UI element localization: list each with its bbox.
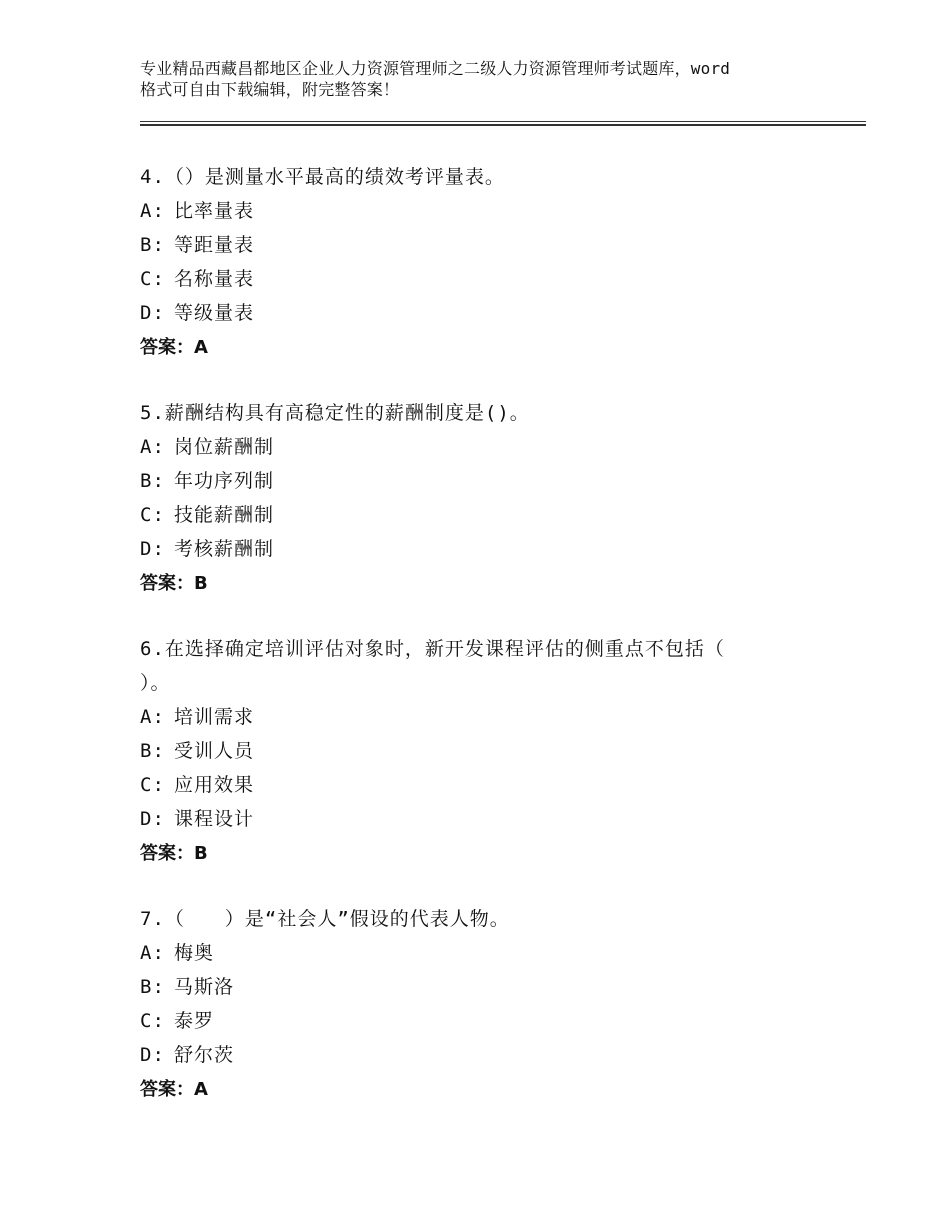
option-c <box>140 262 860 296</box>
option-text: 培训需求 <box>174 706 255 728</box>
option-key: C: <box>140 1010 165 1032</box>
option-c <box>140 498 860 532</box>
answer-label: 答案： <box>140 573 194 594</box>
option-text: 应用效果 <box>174 774 255 796</box>
option-key: C: <box>140 268 165 290</box>
question-text: 4.（）是测量水平最高的绩效考评量表。 <box>140 166 505 188</box>
option-text: 马斯洛 <box>174 976 235 998</box>
answer-value: B <box>194 843 208 864</box>
option-key: D: <box>140 538 165 560</box>
question-text: 5.薪酬结构具有高稳定性的薪酬制度是()。 <box>140 402 530 424</box>
option-key: B: <box>140 470 165 492</box>
option-key: B: <box>140 740 165 762</box>
question-7 <box>140 902 860 1108</box>
question-text: 6.在选择确定培训评估对象时，新开发课程评估的侧重点不包括（ ）。 <box>140 638 725 694</box>
option-b <box>140 970 860 1004</box>
option-b <box>140 734 860 768</box>
option-key: B: <box>140 976 165 998</box>
option-b <box>140 228 860 262</box>
option-text: 受训人员 <box>174 740 255 762</box>
question-4 <box>140 160 860 366</box>
answer-value: B <box>194 573 208 594</box>
option-text: 等级量表 <box>174 302 255 324</box>
question-6 <box>140 632 860 872</box>
option-text: 名称量表 <box>174 268 255 290</box>
option-a <box>140 430 860 464</box>
header-divider-bottom <box>140 124 866 126</box>
answer-line <box>140 330 860 366</box>
answer-line <box>140 566 860 602</box>
option-text: 等距量表 <box>174 234 255 256</box>
question-list <box>140 160 860 1138</box>
option-d <box>140 1038 860 1072</box>
option-text: 考核薪酬制 <box>174 538 275 560</box>
option-a <box>140 700 860 734</box>
header-line-1: 专业精品西藏昌都地区企业人力资源管理师之二级人力资源管理师考试题库，word <box>140 59 731 78</box>
option-text: 岗位薪酬制 <box>174 436 275 458</box>
answer-label: 答案： <box>140 337 194 358</box>
header-line-2: 格式可自由下载编辑，附完整答案！ <box>140 80 400 99</box>
option-key: C: <box>140 774 165 796</box>
option-d <box>140 296 860 330</box>
option-key: A: <box>140 942 165 964</box>
option-key: A: <box>140 200 165 222</box>
option-c <box>140 1004 860 1038</box>
question-5 <box>140 396 860 602</box>
option-key: D: <box>140 1044 165 1066</box>
option-c <box>140 768 860 802</box>
option-text: 舒尔茨 <box>174 1044 235 1066</box>
answer-value: A <box>194 337 208 358</box>
option-key: A: <box>140 706 165 728</box>
document-header <box>140 58 840 100</box>
answer-value: A <box>194 1079 208 1100</box>
option-b <box>140 464 860 498</box>
option-text: 梅奥 <box>174 942 215 964</box>
answer-line <box>140 1072 860 1108</box>
answer-label: 答案： <box>140 843 194 864</box>
option-d <box>140 802 860 836</box>
option-a <box>140 936 860 970</box>
answer-line <box>140 836 860 872</box>
header-divider-top <box>140 121 866 122</box>
option-text: 比率量表 <box>174 200 255 222</box>
option-key: A: <box>140 436 165 458</box>
option-key: D: <box>140 302 165 324</box>
option-text: 泰罗 <box>174 1010 215 1032</box>
option-text: 技能薪酬制 <box>174 504 275 526</box>
question-text: 7.（ ）是“社会人”假设的代表人物。 <box>140 908 510 930</box>
option-text: 年功序列制 <box>174 470 275 492</box>
option-text: 课程设计 <box>174 808 255 830</box>
option-key: D: <box>140 808 165 830</box>
option-key: C: <box>140 504 165 526</box>
answer-label: 答案： <box>140 1079 194 1100</box>
option-key: B: <box>140 234 165 256</box>
option-d <box>140 532 860 566</box>
option-a <box>140 194 860 228</box>
